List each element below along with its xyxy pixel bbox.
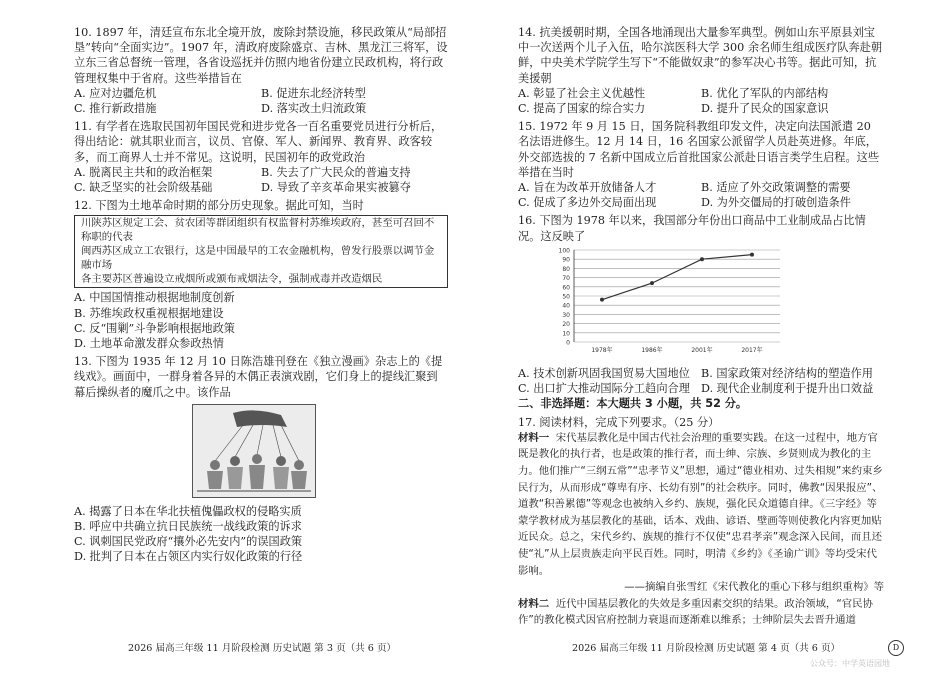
option-b[interactable]: B. 适应了外交政策调整的需要	[701, 181, 851, 195]
x-tick-label: 1978年	[591, 346, 613, 354]
page-footer-left: 2026 届高三年级 11 月阶段检测 历史试题 第 3 页（共 6 页）	[128, 643, 397, 654]
option-d[interactable]: D. 土地革命激发群众参政热情	[74, 337, 224, 351]
option-b[interactable]: B. 苏维埃政权重视根据地建设	[74, 306, 224, 320]
question-text: 12. 下图为土地革命时期的部分历史现象。据此可知，当时	[74, 199, 364, 213]
y-tick-label: 60	[562, 284, 570, 292]
material-source: ——摘编自张雪红《宋代教化的重心下移与组织重构》等	[624, 581, 884, 594]
option-a[interactable]: A. 旨在为改革开放储备人才	[518, 181, 657, 195]
option-a[interactable]: A. 中国国情推动根据地制度创新	[74, 291, 235, 305]
option-d[interactable]: D. 提升了民众的国家意识	[701, 102, 829, 116]
material-two	[518, 596, 884, 629]
cartoon-image	[192, 404, 316, 498]
option-b[interactable]: B. 呼应中共确立抗日民族统一战线政策的诉求	[74, 520, 302, 534]
box-line: 川陕苏区规定工会、贫农团等群团组织有权监督村苏维埃政府，甚至可召回不称职的代表	[81, 217, 435, 244]
material-text: 宋代基层教化是中国古代社会治理的重要实践。在这一过程中，地方官既是教化的执行者，也是政策的推行者，而士绅、宗族、乡贤则成为教化的主力。他们推广“三纲五常”“忠孝节义”思想，通过“德业相劝、过失相规”来约束乡民行为，从而形成“尊卑有序、长幼有别”的社会秩序。同时，佛教“因果报应”、道教“积善累德”等观念也被纳入乡约、族规，强化民众道德自律。《三字经》等蒙学教材成为基层教化的基础，话本、戏曲、谚语、壁画等则使教化内容更加贴近民众。总之，宋代乡约、族规的推行不仅使“忠君孝亲”观念深入民间，而且还使“礼”从上层贵族走向平民百姓。同时，明清《乡约》《圣谕广训》等均受宋代影响。	[518, 431, 883, 577]
y-tick-label: 80	[562, 265, 570, 273]
option-c[interactable]: C. 出口扩大推动国际分工趋向合理	[518, 382, 690, 396]
question-text: 13. 下图为 1935 年 12 月 10 日陈浩雄刊登在《独立漫画》杂志上的《提线戏》。画面中，一群身着各异的木偶正表演戏剧，它们身上的提线汇聚到幕后操纵者的魔爪之中。该作品	[74, 355, 443, 399]
option-d[interactable]: D. 现代企业制度利于提升出口效益	[701, 382, 874, 396]
option-a[interactable]: A. 应对边疆危机	[74, 86, 157, 100]
y-tick-label: 70	[562, 274, 570, 282]
option-d[interactable]: D. 落实改土归流政策	[261, 102, 367, 116]
question-10	[74, 25, 448, 116]
page-footer-right: 2026 届高三年级 11 月阶段检测 历史试题 第 4 页（共 6 页）	[572, 643, 841, 654]
option-b[interactable]: B. 失去了广大民众的普遍支持	[261, 165, 411, 179]
question-text: 17. 阅读材料，完成下列要求。（25 分）	[518, 415, 720, 429]
material-one	[518, 430, 884, 579]
y-tick-label: 50	[562, 293, 570, 301]
question-text: 16. 下图为 1978 年以来，我国部分年份出口商品中工业制成品占比情况。这反映了	[518, 214, 866, 243]
x-tick-label: 2017年	[741, 346, 763, 354]
question-14	[518, 25, 884, 116]
options	[74, 165, 448, 195]
option-c[interactable]: C. 讽刺国民党政府“攘外必先安内”的误国政策	[74, 535, 303, 549]
option-a[interactable]: A. 技术创新巩固我国贸易大国地位	[518, 367, 690, 381]
y-tick-label: 20	[562, 320, 570, 328]
box-line: 闽西苏区成立工农银行，这是中国最早的工农金融机构，曾发行股票以调节金融市场	[81, 245, 435, 271]
data-point	[600, 298, 604, 302]
option-c[interactable]: C. 推行新政措施	[74, 102, 157, 116]
export-ratio-line-chart	[518, 246, 818, 358]
option-b[interactable]: B. 优化了军队的内部结构	[701, 86, 829, 100]
question-16	[518, 213, 884, 396]
section-heading: 二、非选择题：本大题共 3 小题，共 52 分。	[518, 397, 748, 411]
question-15	[518, 119, 884, 210]
options	[518, 86, 884, 116]
options	[74, 504, 448, 565]
question-13	[74, 354, 448, 564]
option-b[interactable]: B. 促进东北经济转型	[261, 86, 366, 100]
question-text: 15. 1972 年 9 月 15 日，国务院科教组印发文件，决定向法国派遣 20 名法语进修生。12 月 14 日，16 名国家公派留学人员赴英进修。年底，外交部选拔的 7 名新中国成立后首批国家公派赴日语言类学生启程。这些举措在当时	[518, 120, 880, 179]
option-d[interactable]: D. 批判了日本在占领区内实行奴化政策的行径	[74, 550, 303, 564]
option-c[interactable]: C. 反“围剿”斗争影响根据地政策	[74, 321, 235, 335]
watermark: 公众号：中学英语园地	[810, 659, 890, 668]
y-tick-label: 30	[562, 311, 570, 319]
y-tick-label: 0	[566, 339, 570, 347]
box-line: 各主要苏区普遍设立戒烟所或颁布戒烟法令，强制戒毒并改造烟民	[81, 272, 383, 285]
options	[74, 290, 448, 351]
puppet-cartoon-illustration	[193, 405, 315, 497]
question-12	[74, 198, 448, 351]
material-label: 材料一	[518, 431, 550, 444]
option-c[interactable]: C. 缺乏坚实的社会阶级基础	[74, 181, 213, 195]
y-tick-label: 90	[562, 256, 570, 264]
option-a[interactable]: A. 彰显了社会主义优越性	[518, 86, 646, 100]
y-tick-label: 100	[558, 247, 570, 255]
option-a[interactable]: A. 揭露了日本在华北扶植傀儡政权的侵略实质	[74, 504, 302, 518]
y-tick-label: 10	[562, 330, 570, 338]
data-point	[650, 281, 654, 285]
right-page	[518, 22, 884, 629]
question-11	[74, 119, 448, 195]
question-text: 10. 1897 年，清廷宣布东北全境开放，废除封禁设施，移民政策从“局部招垦”转向“全面实边”。1907 年，清政府废除盛京、吉林、黑龙江三将军，设立东三省总督统一管理，各省设巡抚并仿照内地省份建立民政机构，将行政管理权集中于省府。这些举措旨在	[74, 26, 448, 85]
material-text: 近代中国基层教化的失效是多重因素交织的结果。政治领域，“官民协作”的教化模式因官府控制力衰退而逐渐难以维系；士绅阶层失去晋升通道	[518, 597, 873, 627]
question-text: 14. 抗美援朝时期，全国各地涌现出大量参军典型。例如山东平原县刘宝中一次送两个儿子入伍，哈尔滨医科大学 300 余名师生组成医疗队奔赴朝鲜，中央美术学院学生写下“不能做奴隶”的参军决心书等。据此可知，抗美援朝	[518, 26, 883, 85]
option-c[interactable]: C. 促成了多边外交局面出现	[518, 196, 657, 210]
option-a[interactable]: A. 脱离民主共和的政治框架	[74, 165, 213, 179]
data-point	[750, 252, 754, 256]
options	[518, 366, 884, 396]
option-b[interactable]: B. 国家政策对经济结构的塑造作用	[701, 367, 873, 381]
question-text: 11. 有学者在选取民国初年国民党和进步党各一百名重要党员进行分析后，得出结论：就其职业而言，议员、官僚、军人、新闻界、教育界、政客较多，而工商界人士并不常见。这说明，民国初年的政党政治	[74, 120, 443, 164]
data-point	[700, 257, 704, 261]
question-17	[518, 415, 884, 629]
option-c[interactable]: C. 提高了国家的综合实力	[518, 102, 646, 116]
x-tick-label: 1986年	[641, 346, 663, 354]
series-line	[602, 254, 752, 299]
option-d[interactable]: D. 为外交僵局的打破创造条件	[701, 196, 851, 210]
historical-phenomena-box	[74, 215, 448, 288]
circled-d-mark: D	[888, 640, 904, 656]
x-tick-label: 2001年	[691, 346, 713, 354]
y-tick-label: 40	[562, 302, 570, 310]
options	[518, 180, 884, 210]
material-label: 材料二	[518, 597, 550, 610]
left-page	[74, 22, 448, 565]
options	[74, 86, 448, 116]
option-d[interactable]: D. 导致了辛亥革命果实被篡夺	[261, 181, 411, 195]
